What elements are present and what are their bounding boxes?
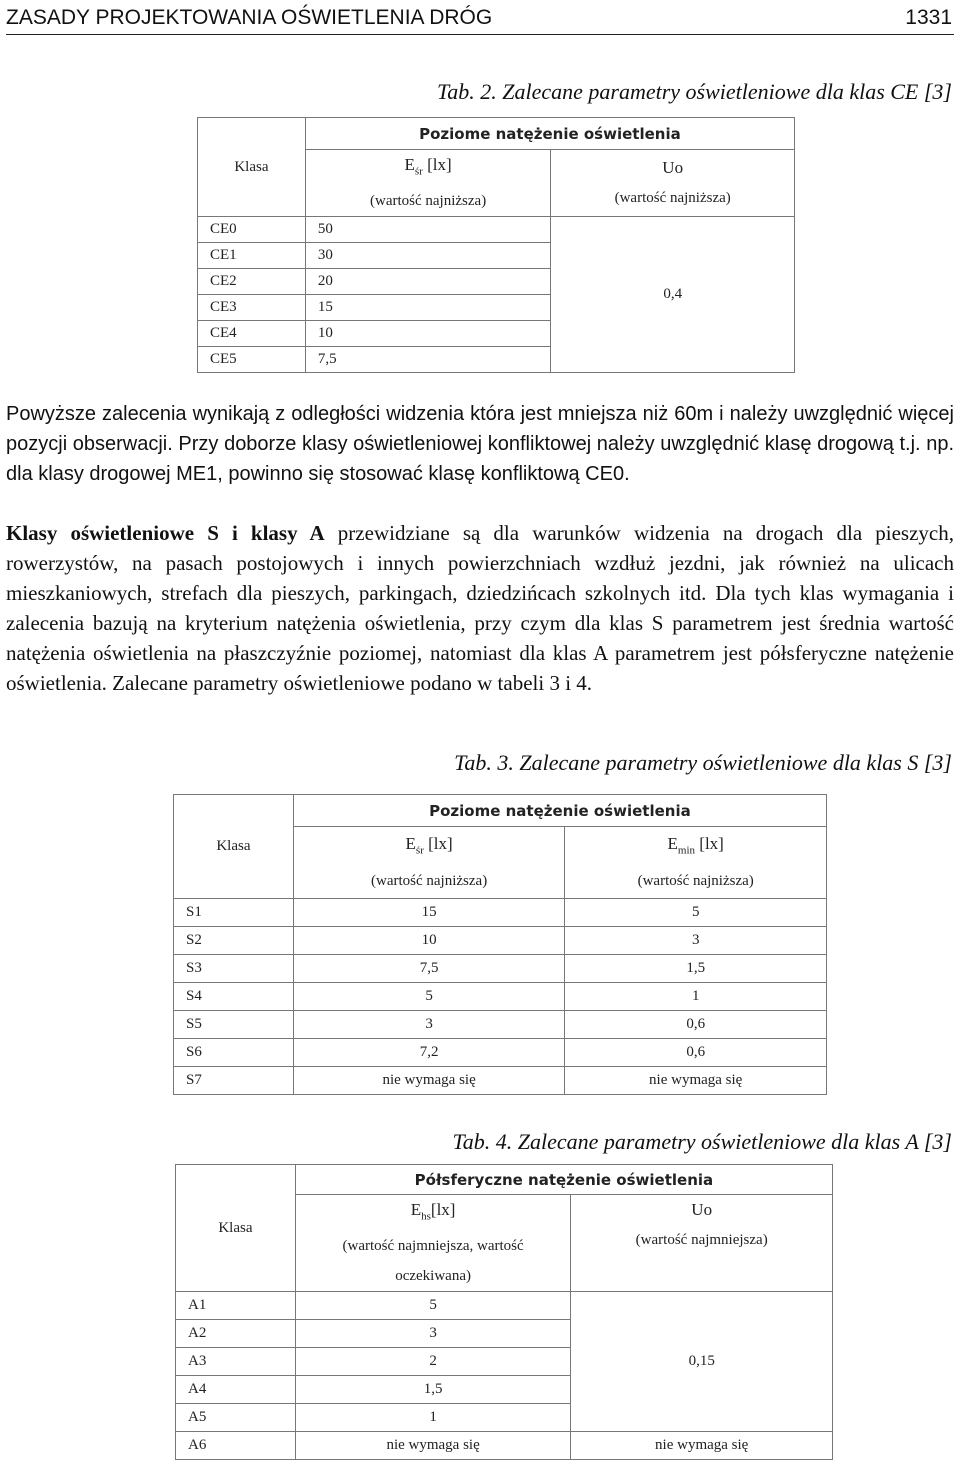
table4-col2-header: Uo (wartość najmniejsza) [571,1195,833,1292]
table3-row-e: nie wymaga się [293,1067,565,1095]
table3-class-header: Klasa [174,795,294,899]
table3-row-e: 7,5 [293,955,565,983]
table4-row-class: A4 [176,1376,296,1404]
running-title: ZASADY PROJEKTOWANIA OŚWIETLENIA DRÓG [6,6,493,29]
table4-row-e: 1,5 [295,1376,571,1404]
table3-row-class: S3 [174,955,294,983]
table4-row-class: A6 [176,1432,296,1460]
table4-row-e: 2 [295,1348,571,1376]
table2-caption: Tab. 2. Zalecane parametry oświetleniowe dla klas CE [3] [437,79,952,104]
table2-row-class: CE4 [198,321,306,347]
table4-col1-header: $E_{hs}[lx]$ (wartość najmniejsza, wartość oczekiwana) [295,1195,571,1292]
table4-row-e: 1 [295,1404,571,1432]
table3-row-class: S2 [174,927,294,955]
paragraph-2-text: przewidziane są dla warunków widzenia na drogach dla pieszych, rowerzystów, na pasach postojowych i innych powierzchniach wzdłuż jezdni, jak również na ulicach mieszkaniowych, strefach dla pieszych, parkingach, dziedzińcach szkolnych itd. Dla tych klas wymagania i zalecenia bazują na kryterium natężenia oświetlenia, przy czym dla klas S parametrem jest średnia wartość natężenia oświetlenia na płaszczyźnie poziomej, natomiast dla klas A parametrem jest półsferyczne natężenie oświetlenia. Zalecane parametry oświetleniowe podano w tabeli 3 i 4. [6,521,954,695]
table2-row-class: CE0 [198,217,306,243]
table3-row-class: S5 [174,1011,294,1039]
table3-row-e: 7,2 [293,1039,565,1067]
table3-row-class: S1 [174,899,294,927]
table2-row-value: 30 [305,243,551,269]
table4-row-uo: nie wymaga się [571,1432,833,1460]
paragraph-2-bold: Klasy oświetleniowe S i klasy A [6,521,325,545]
table2-row-value: 10 [305,321,551,347]
table2-row-class: CE5 [198,347,306,373]
table3-row-e: 5 [293,983,565,1011]
table3-col1-header: $E_{śr}$ [lx] (wartość najniższa) [293,827,565,899]
table3-row-emin: 1 [565,983,827,1011]
table3-row-e: 15 [293,899,565,927]
table4-row-class: A5 [176,1404,296,1432]
table4-caption: Tab. 4. Zalecane parametry oświetleniowe dla klas A [3] [452,1129,952,1154]
table4-row-e: nie wymaga się [295,1432,571,1460]
table2 [197,117,795,373]
paragraph-2 [6,518,954,698]
table2-group-header: Poziome natężenie oświetlenia [305,118,794,150]
table3-row-emin: 0,6 [565,1011,827,1039]
table2-col1-header: $E_{śr}$ [lx] (wartość najniższa) [305,150,551,217]
table4-row-class: A1 [176,1292,296,1320]
table4-group-header: Półsferyczne natężenie oświetlenia [295,1165,832,1195]
table3-row-emin: 1,5 [565,955,827,983]
table4-row-e: 5 [295,1292,571,1320]
table2-row-value: 50 [305,217,551,243]
table2-col2-header: Uo (wartość najniższa) [551,150,795,217]
table2-row-class: CE1 [198,243,306,269]
table4-row-class: A3 [176,1348,296,1376]
table3-col2-header: $E_{min}$ [lx] (wartość najniższa) [565,827,827,899]
table3-row-class: S6 [174,1039,294,1067]
table2-row-value: 7,5 [305,347,551,373]
table2-row-class: CE3 [198,295,306,321]
table3-row-class: S7 [174,1067,294,1095]
table3-row-emin: 0,6 [565,1039,827,1067]
table3-row-emin: 3 [565,927,827,955]
table2-row-value: 15 [305,295,551,321]
table4-row-e: 3 [295,1320,571,1348]
table3-row-emin: 5 [565,899,827,927]
table2-row-class: CE2 [198,269,306,295]
table3-row-e: 10 [293,927,565,955]
table3-caption: Tab. 3. Zalecane parametry oświetleniowe dla klas S [3] [454,750,952,775]
table2-class-header: Klasa [198,118,306,217]
running-header [6,4,954,35]
table4-row-class: A2 [176,1320,296,1348]
table3-row-class: S4 [174,983,294,1011]
table4 [175,1164,833,1460]
table3 [173,794,827,1095]
table2-row-value: 20 [305,269,551,295]
table3-row-emin: nie wymaga się [565,1067,827,1095]
table4-class-header: Klasa [176,1165,296,1292]
page-number: 1331 [905,6,952,29]
table3-group-header: Poziome natężenie oświetlenia [293,795,826,827]
table4-shared-value: 0,15 [571,1292,833,1432]
paragraph-1: Powyższe zalecenia wynikają z odległości widzenia która jest mniejsza niż 60m i należy uwzględnić więcej pozycji obserwacji. Przy doborze klasy oświetleniowej konfliktowej należy uwzględnić klasę drogową t.j. np. dla klasy drogowej ME1, powinno się stosować klasę konfliktową CE0. [6,403,954,485]
table3-row-e: 3 [293,1011,565,1039]
table2-shared-value: 0,4 [551,217,795,373]
